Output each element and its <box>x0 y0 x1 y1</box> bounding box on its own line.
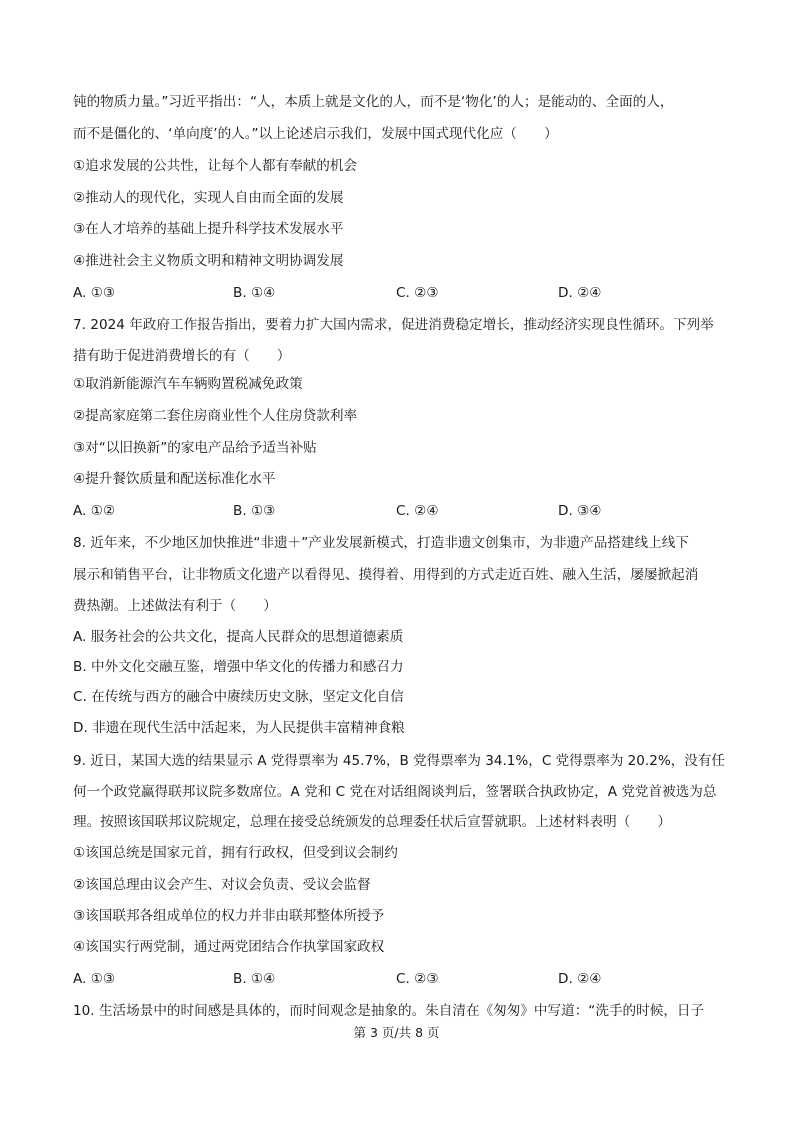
q7-item-2: ②提高家庭第二套住房商业性个人住房贷款利率 <box>73 408 358 424</box>
q9-option-a: A. ①③ <box>73 971 116 987</box>
q7-item-1: ①取消新能源汽车车辆购置税减免政策 <box>73 376 303 392</box>
q6-item-2: ②推动人的现代化，实现人自由而全面的发展 <box>73 190 344 206</box>
q7-option-b: B. ①③ <box>233 503 276 519</box>
q9-option-d: D. ②④ <box>558 971 602 987</box>
q9-option-b: B. ①④ <box>233 971 276 987</box>
q7-option-a: A. ①② <box>73 503 116 519</box>
q7-stem-line-1: 7. 2024 年政府工作报告指出，要着力扩大国内需求，促进消费稳定增长，推动经济实现良性循环。下列举 <box>73 317 714 333</box>
q7-item-4: ④提升餐饮质量和配送标准化水平 <box>73 471 276 487</box>
q9-stem-line-3: 理。按照该国联邦议院规定，总理在接受总统颁发的总理委任状后宣誓就职。上述材料表明（ ） <box>73 814 672 830</box>
q10-stem-line-1: 10. 生活场景中的时间感是具体的，而时间观念是抽象的。朱自清在《匆匆》中写道：“洗手的时候，日子 <box>73 1003 705 1019</box>
q9-stem-line-1: 9. 近日，某国大选的结果显示 A 党得票率为 45.7%，B 党得票率为 34.1%，C 党得票率为 20.2%，没有任 <box>73 753 725 769</box>
q6-stem-line-1: 钝的物质力量。”习近平指出：“人，本质上就是文化的人，而不是‘物化’的人；是能动的、全面的人， <box>73 94 674 110</box>
q6-item-4: ④推进社会主义物质文明和精神文明协调发展 <box>73 253 344 269</box>
q6-item-3: ③在人才培养的基础上提升科学技术发展水平 <box>73 221 344 237</box>
q9-option-c: C. ②③ <box>396 971 439 987</box>
q8-option-a: A. 服务社会的公共文化，提高人民群众的思想道德素质 <box>73 629 404 645</box>
q6-stem-line-2: 而不是僵化的、‘单向度’的人。”以上论述启示我们，发展中国式现代化应（ ） <box>73 126 558 142</box>
q9-item-3: ③该国联邦各组成单位的权力并非由联邦整体所授予 <box>73 908 385 924</box>
q8-option-d: D. 非遗在现代生活中活起来，为人民提供丰富精神食粮 <box>73 720 405 736</box>
q6-option-d: D. ②④ <box>558 285 602 301</box>
q9-item-2: ②该国总理由议会产生、对议会负责、受议会监督 <box>73 877 371 893</box>
q7-option-c: C. ②④ <box>396 503 439 519</box>
q6-option-b: B. ①④ <box>233 285 276 301</box>
q6-item-1: ①追求发展的公共性，让每个人都有奉献的机会 <box>73 158 358 174</box>
q9-item-4: ④该国实行两党制，通过两党团结合作执掌国家政权 <box>73 939 385 955</box>
q7-option-d: D. ③④ <box>558 503 602 519</box>
q8-option-b: B. 中外文化交融互鉴，增强中华文化的传播力和感召力 <box>73 659 404 675</box>
q8-stem-line-2: 展示和销售平台，让非物质文化遗产以看得见、摸得着、用得到的方式走近百姓、融入生活，屡屡掀起消 <box>73 567 699 583</box>
page-number-footer: 第 3 页/共 8 页 <box>353 1025 440 1040</box>
q9-item-1: ①该国总统是国家元首，拥有行政权，但受到议会制约 <box>73 845 398 861</box>
q6-option-a: A. ①③ <box>73 285 116 301</box>
q9-stem-line-2: 何一个政党赢得联邦议院多数席位。A 党和 C 党在对话组阁谈判后，签署联合执政协定，A 党党首被选为总 <box>73 784 717 800</box>
q8-option-c: C. 在传统与西方的融合中赓续历史文脉，坚定文化自信 <box>73 689 404 705</box>
q8-stem-line-1: 8. 近年来，不少地区加快推进“非遗＋”产业发展新模式，打造非遗文创集市，为非遗产品搭建线上线下 <box>73 535 689 551</box>
q7-stem-line-2: 措有助于促进消费增长的有（ ） <box>73 348 291 364</box>
q8-stem-line-3: 费热潮。上述做法有利于（ ） <box>73 598 277 614</box>
q7-item-3: ③对“以旧换新”的家电产品给予适当补贴 <box>73 440 317 456</box>
q6-option-c: C. ②③ <box>396 285 439 301</box>
